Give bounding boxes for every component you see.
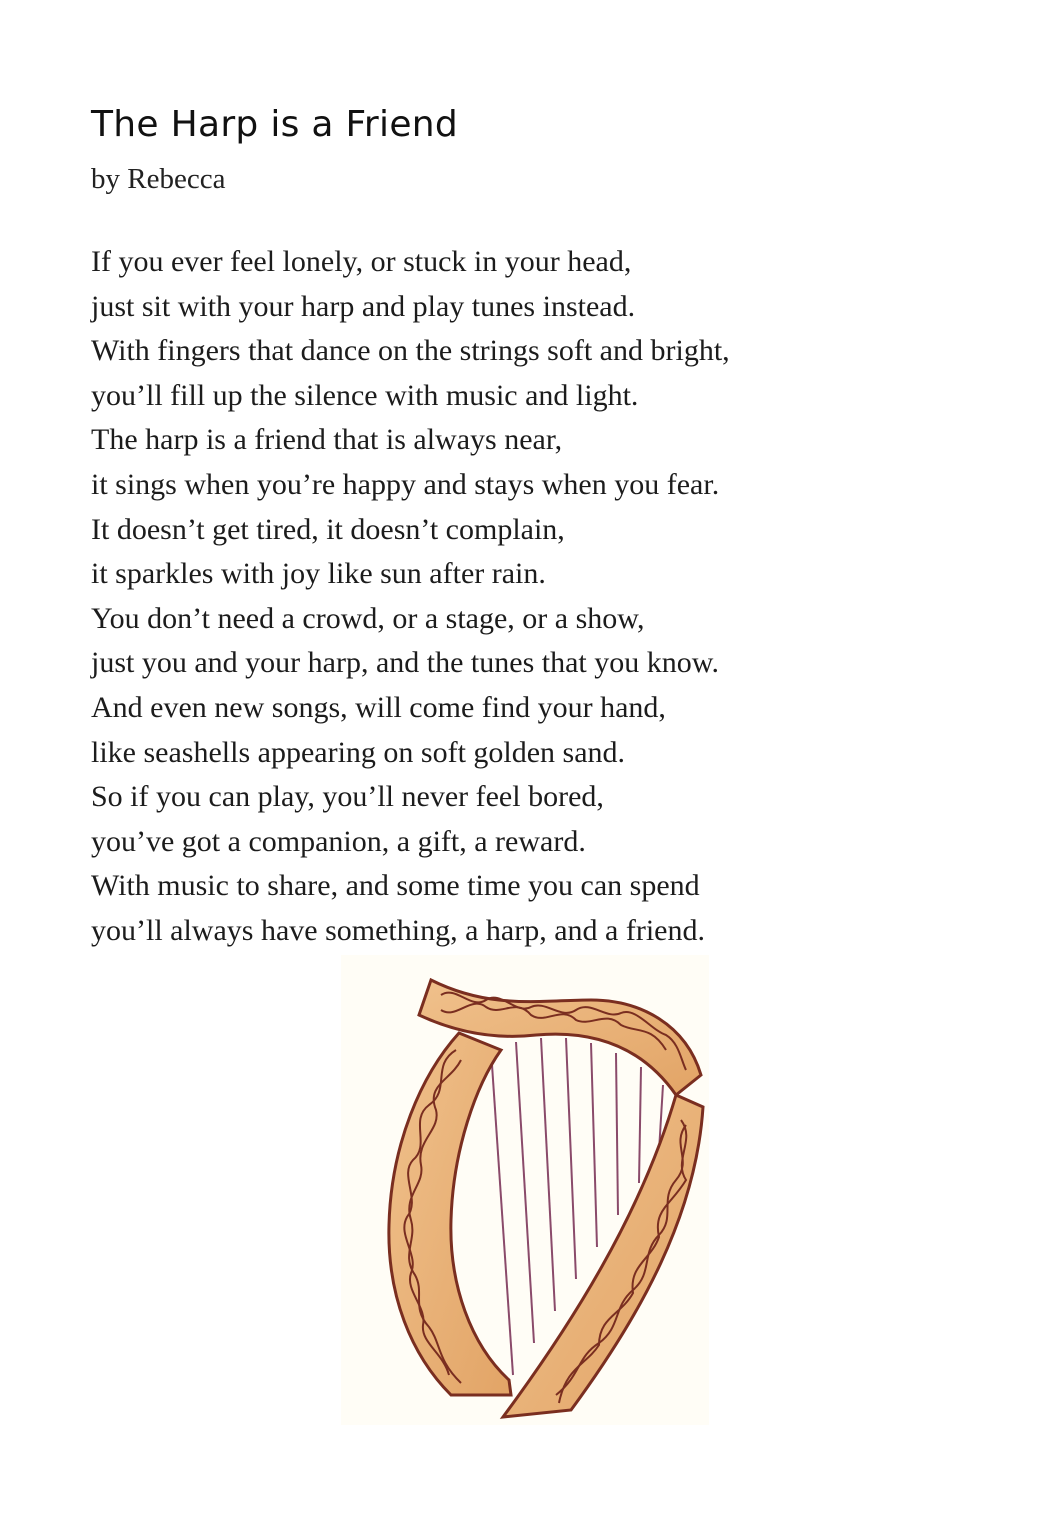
- harp-soundboard: [503, 1095, 703, 1417]
- poem-line: So if you can play, you’ll never feel bored,: [91, 780, 604, 814]
- harp-icon: [341, 955, 709, 1425]
- poem-line: just sit with your harp and play tunes instead.: [91, 289, 636, 323]
- poem-line: And even new songs, will come find your hand,: [91, 690, 666, 724]
- poem-line: it sings when you’re happy and stays when you fear.: [91, 467, 720, 501]
- poem-line: just you and your harp, and the tunes that you know.: [91, 646, 719, 680]
- poem-line: you’ll fill up the silence with music and light.: [91, 378, 639, 412]
- poem-line: like seashells appearing on soft golden sand.: [91, 735, 626, 769]
- poem-line: you’ve got a companion, a gift, a reward.: [91, 824, 586, 858]
- harp-illustration: [341, 955, 709, 1425]
- poem-line: It doesn’t get tired, it doesn’t complain,: [91, 512, 565, 546]
- poem-body: [91, 240, 991, 954]
- poem-title: The Harp is a Friend: [91, 104, 459, 145]
- poem-line: The harp is a friend that is always near,: [91, 423, 563, 457]
- poem-line: You don’t need a crowd, or a stage, or a show,: [91, 601, 645, 635]
- poem-line: With music to share, and some time you can spend: [91, 869, 700, 903]
- poem-line: With fingers that dance on the strings soft and bright,: [91, 334, 730, 368]
- poem-line: If you ever feel lonely, or stuck in your head,: [91, 245, 632, 278]
- poem-line: it sparkles with joy like sun after rain.: [91, 557, 546, 591]
- poem-line: you’ll always have something, a harp, and a friend.: [91, 913, 705, 947]
- poem-author: by Rebecca: [91, 163, 226, 195]
